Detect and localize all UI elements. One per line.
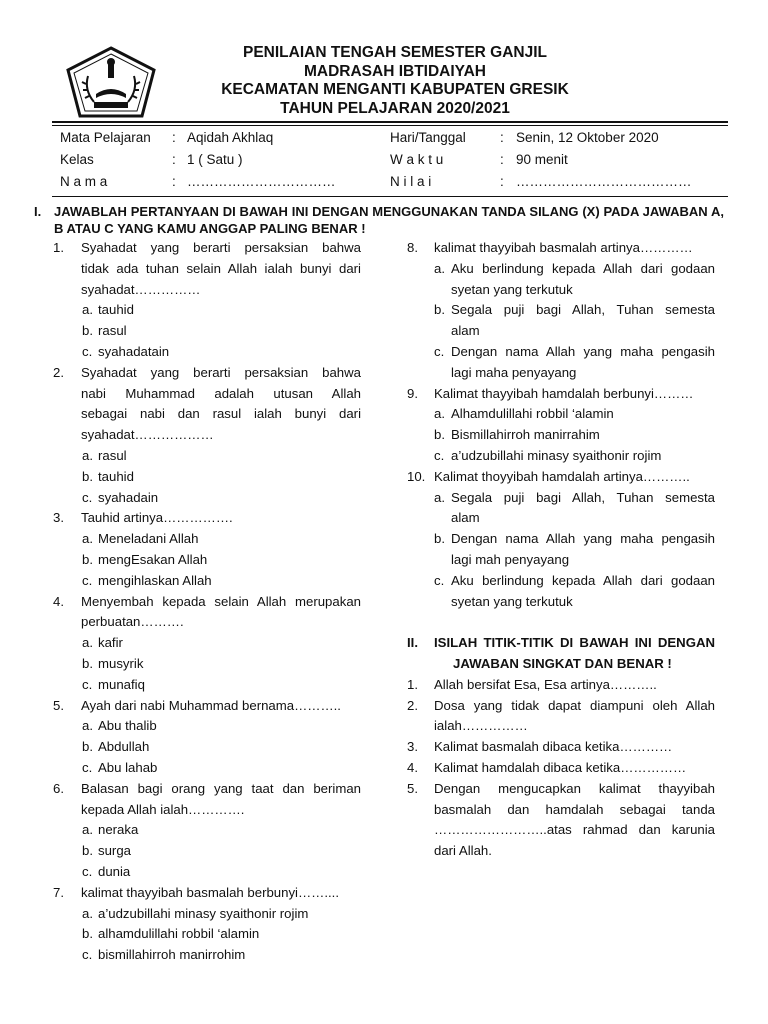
option-text: tauhid bbox=[98, 302, 134, 318]
text-line: nabi Muhammad adalah utusan Allah bbox=[81, 385, 361, 401]
question-text: Kalimat thayyibah hamdalah berbunyi……… bbox=[434, 385, 694, 401]
header-divider-thin bbox=[52, 125, 728, 126]
text-line: syetan yang terkutuk bbox=[451, 593, 573, 609]
question-number: 8. bbox=[407, 240, 418, 255]
text-line: perbuatan………. bbox=[81, 614, 184, 630]
option-text: Abu lahab bbox=[98, 760, 158, 775]
option-text: Abu thalib bbox=[98, 718, 157, 734]
option-letter: c. bbox=[434, 448, 445, 463]
option-text: kafir bbox=[98, 635, 123, 651]
text-line: tidak ada tuhan selain Allah ialah bunyi dari bbox=[81, 260, 361, 276]
option-text: rasul bbox=[98, 448, 127, 463]
text-line: syahadat…………… bbox=[81, 281, 201, 297]
question-text: Balasan bagi orang yang taat dan beriman bbox=[81, 780, 361, 796]
time-value: 90 menit bbox=[516, 152, 568, 167]
exam-header bbox=[160, 44, 630, 118]
option-letter: c. bbox=[434, 344, 445, 359]
colon: : bbox=[500, 152, 504, 167]
option-text: syahadatain bbox=[98, 344, 170, 359]
question-number: 1. bbox=[407, 676, 418, 692]
option-text: dunia bbox=[98, 864, 131, 879]
question-text: Kalimat thoyyibah hamdalah artinya……….. bbox=[434, 468, 690, 484]
option-text: syahadain bbox=[98, 489, 159, 505]
question-text: Ayah dari nabi Muhammad bernama……….. bbox=[81, 697, 341, 713]
option-letter: b. bbox=[434, 531, 445, 547]
info-divider bbox=[52, 196, 728, 197]
header-divider-thick bbox=[52, 121, 728, 123]
colon: : bbox=[500, 130, 504, 145]
option-text: neraka bbox=[98, 822, 139, 838]
option-text: a’udzubillahi minasy syaithonir rojim bbox=[98, 905, 309, 921]
info-labels-right bbox=[390, 127, 466, 193]
option-letter: a. bbox=[82, 905, 93, 921]
text-line: ialah…………… bbox=[434, 718, 528, 734]
info-values-left bbox=[187, 127, 336, 193]
option-text: Dengan nama Allah yang maha pengasih bbox=[451, 344, 715, 359]
info-colons-right bbox=[500, 127, 504, 193]
day-label: Hari/Tanggal bbox=[390, 130, 466, 145]
option-text: mengihlaskan Allah bbox=[98, 572, 212, 588]
kemenag-logo bbox=[64, 46, 158, 120]
question-number: 3. bbox=[53, 510, 64, 526]
question-number: 5. bbox=[53, 697, 64, 713]
option-letter: b. bbox=[82, 468, 93, 484]
score-value: ………………………………… bbox=[516, 174, 692, 189]
option-letter: a. bbox=[82, 635, 93, 651]
question-text: Kalimat basmalah dibaca ketika………… bbox=[434, 739, 673, 755]
option-letter: a. bbox=[82, 822, 93, 838]
question-number: 10. bbox=[407, 468, 426, 484]
text-line: lagi mah penyayang bbox=[451, 552, 570, 567]
option-letter: c. bbox=[82, 676, 93, 692]
option-text: surga bbox=[98, 843, 131, 859]
text-line: syahadat……………… bbox=[81, 427, 214, 443]
subject-value: Aqidah Akhlaq bbox=[187, 130, 274, 145]
option-letter: c. bbox=[82, 947, 93, 963]
name-value: …………………………… bbox=[187, 174, 336, 189]
option-text: Dengan nama Allah yang maha pengasih bbox=[451, 531, 715, 547]
text-line: ……………………..atas rahmad dan karunia bbox=[434, 822, 715, 838]
colon: : bbox=[500, 174, 504, 189]
option-letter: b. bbox=[82, 323, 93, 339]
question-number: 2. bbox=[407, 697, 418, 713]
option-letter: b. bbox=[82, 739, 93, 755]
question-text: Allah bersifat Esa, Esa artinya……….. bbox=[434, 676, 657, 692]
option-letter: b. bbox=[82, 843, 93, 859]
option-text: Segala puji bagi Allah, Tuhan semesta bbox=[451, 489, 715, 505]
question-text: Kalimat hamdalah dibaca ketika…………… bbox=[434, 760, 687, 775]
header-line-1: PENILAIAN TENGAH SEMESTER GANJIL bbox=[243, 44, 547, 61]
header-line-4: TAHUN PELAJARAN 2020/2021 bbox=[280, 99, 510, 117]
option-letter: c. bbox=[82, 489, 93, 505]
question-text: Syahadat yang berarti persaksian bahwa bbox=[81, 240, 361, 255]
option-text: mengEsakan Allah bbox=[98, 552, 208, 567]
question-text: ISILAH TITIK-TITIK DI BAWAH INI DENGAN bbox=[434, 635, 715, 651]
option-letter: b. bbox=[434, 427, 445, 443]
option-letter: a. bbox=[434, 260, 445, 276]
info-values-right bbox=[516, 127, 692, 193]
option-letter: b. bbox=[82, 926, 93, 942]
question-text: Tauhid artinya……………. bbox=[81, 510, 233, 526]
colon: : bbox=[172, 152, 176, 167]
class-label: Kelas bbox=[60, 152, 94, 167]
option-text: tauhid bbox=[98, 468, 134, 484]
question-text: Dengan mengucapkan kalimat thayyibah bbox=[434, 780, 715, 796]
subject-label: Mata Pelajaran bbox=[60, 130, 151, 145]
text-line: sebagai nabi dan rasul ialah bunyi dari bbox=[81, 406, 361, 422]
section-1-number: I. bbox=[34, 204, 42, 219]
option-text: alhamdulillahi robbil ‘alamin bbox=[98, 926, 260, 942]
question-number: 4. bbox=[407, 760, 418, 775]
option-letter: b. bbox=[434, 302, 445, 318]
class-value: 1 ( Satu ) bbox=[187, 152, 243, 167]
option-text: Aku berlindung kepada Allah dari godaan bbox=[451, 260, 715, 276]
question-text: kalimat thayyibah basmalah berbunyi…….... bbox=[81, 884, 340, 900]
question-number: II. bbox=[407, 635, 418, 651]
option-text: Alhamdulillahi robbil ‘alamin bbox=[451, 406, 614, 422]
option-letter: c. bbox=[434, 572, 445, 588]
header-line-3: KECAMATAN MENGANTI KABUPATEN GRESIK bbox=[221, 81, 569, 99]
colon: : bbox=[172, 174, 176, 189]
question-number: 9. bbox=[407, 385, 418, 401]
text-line: syetan yang terkutuk bbox=[451, 281, 573, 297]
option-text: musyrik bbox=[98, 656, 144, 671]
name-label: N a m a bbox=[60, 174, 108, 189]
option-letter: a. bbox=[82, 302, 93, 318]
question-number: 7. bbox=[53, 884, 64, 900]
option-letter: c. bbox=[82, 760, 93, 775]
text-line: dari Allah. bbox=[434, 843, 492, 859]
text-line: alam bbox=[451, 510, 480, 526]
question-number: 5. bbox=[407, 780, 418, 796]
text-line: kepada Allah ialah…………. bbox=[81, 801, 245, 817]
option-letter: b. bbox=[82, 656, 93, 671]
question-number: 1. bbox=[53, 240, 64, 255]
section-1-heading bbox=[34, 203, 724, 237]
option-letter: b. bbox=[82, 552, 93, 567]
question-text: kalimat thayyibah basmalah artinya………… bbox=[434, 240, 693, 255]
option-letter: c. bbox=[82, 864, 93, 879]
option-text: Aku berlindung kepada Allah dari godaan bbox=[451, 572, 715, 588]
option-text: Meneladani Allah bbox=[98, 531, 199, 547]
option-letter: a. bbox=[82, 448, 93, 463]
question-number: 6. bbox=[53, 780, 64, 796]
section-1-instruction: JAWABLAH PERTANYAAN DI BAWAH INI DENGAN MENGGUNAKAN TANDA SILANG (X) PADA JAWABAN A, B ATAU C YANG KAMU ANGGAP PALING BENAR ! bbox=[54, 204, 724, 236]
info-labels-left bbox=[60, 127, 151, 193]
day-value: Senin, 12 Oktober 2020 bbox=[516, 130, 659, 145]
question-text: Menyembah kepada selain Allah merupakan bbox=[81, 593, 361, 609]
option-letter: a. bbox=[434, 489, 445, 505]
option-text: Segala puji bagi Allah, Tuhan semesta bbox=[451, 302, 715, 318]
option-text: Bismillahirroh manirrahim bbox=[451, 427, 600, 443]
time-label: W a k t u bbox=[390, 152, 444, 167]
info-colons-left bbox=[172, 127, 176, 193]
option-letter: c. bbox=[82, 572, 93, 588]
text-line: JAWABAN SINGKAT DAN BENAR ! bbox=[453, 656, 672, 671]
text-line: lagi maha penyayang bbox=[451, 364, 577, 380]
text-line: alam bbox=[451, 323, 480, 339]
score-label: N i l a i bbox=[390, 174, 432, 189]
option-text: bismillahirroh manirrohim bbox=[98, 947, 246, 963]
option-text: a’udzubillahi minasy syaithonir rojim bbox=[451, 448, 662, 463]
option-letter: a. bbox=[434, 406, 445, 422]
question-text: Dosa yang tidak dapat diampuni oleh Allah bbox=[434, 697, 715, 713]
text-line: basmalah dan hamdalah sebagai tanda bbox=[434, 801, 715, 817]
question-number: 4. bbox=[53, 593, 64, 609]
header-line-2: MADRASAH IBTIDAIYAH bbox=[304, 62, 486, 80]
option-letter: a. bbox=[82, 531, 93, 547]
question-number: 2. bbox=[53, 364, 64, 380]
option-text: munafiq bbox=[98, 676, 145, 692]
option-letter: a. bbox=[82, 718, 93, 734]
question-text: Syahadat yang berarti persaksian bahwa bbox=[81, 364, 361, 380]
option-text: Abdullah bbox=[98, 739, 150, 755]
question-number: 3. bbox=[407, 739, 418, 755]
option-text: rasul bbox=[98, 323, 127, 339]
colon: : bbox=[172, 130, 176, 145]
option-letter: c. bbox=[82, 344, 93, 359]
